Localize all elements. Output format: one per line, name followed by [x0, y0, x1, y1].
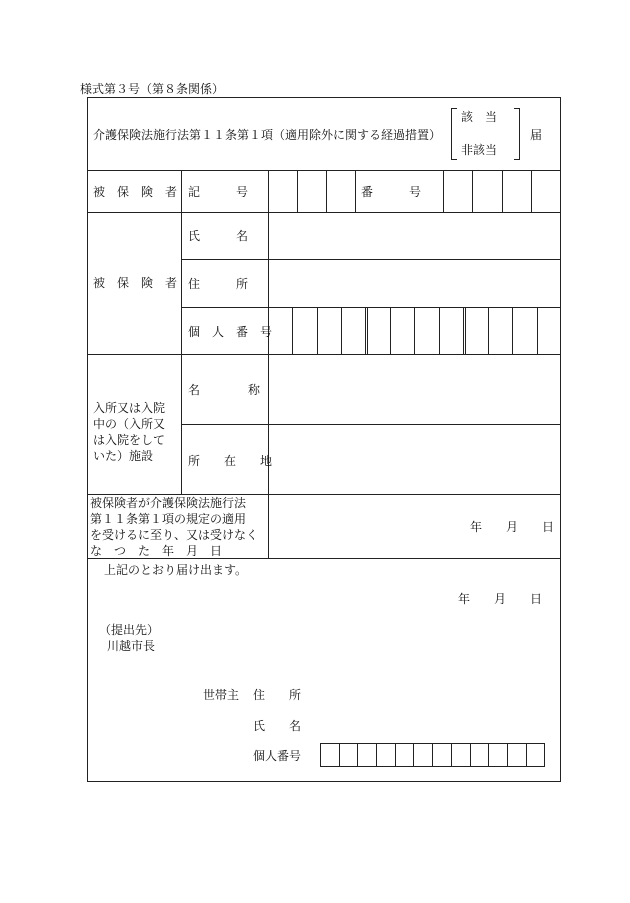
insured-details-label: 被 保 険 者: [93, 276, 178, 290]
name-input[interactable]: [269, 213, 560, 259]
divider: [488, 743, 489, 767]
option-applicable: 該 当: [461, 110, 498, 124]
name-label: 氏 名: [188, 229, 249, 243]
personal-number-label: 個 人 番 号: [188, 325, 273, 339]
application-date-placeholder[interactable]: 年 月 日: [470, 520, 555, 534]
divider: [355, 170, 356, 212]
divider: [376, 743, 377, 767]
form-title: 介護保険法施行法第１１条第１項（適用除外に関する経過措置）: [93, 128, 442, 142]
number-label: 番 号: [361, 185, 422, 199]
divider: [470, 743, 471, 767]
submission-date[interactable]: 年 月 日: [458, 592, 543, 606]
recipient: 川越市長: [107, 639, 156, 653]
divider: [432, 743, 433, 767]
recipient-label: （提出先）: [99, 623, 160, 637]
householder-address-label: 住 所: [253, 688, 302, 702]
divider: [507, 743, 508, 767]
householder-name-label: 氏 名: [253, 719, 302, 733]
number-input[interactable]: [444, 171, 560, 212]
bracket-right: [514, 108, 520, 160]
facility-location-label: 所 在 地: [188, 454, 273, 468]
facility-name-label: 名 称: [188, 383, 261, 397]
divider: [395, 743, 396, 767]
personal-number-input[interactable]: [269, 308, 560, 354]
householder-personal-number-label: 個人番号: [253, 749, 302, 763]
divider: [413, 743, 414, 767]
householder-label: 世帯主: [203, 688, 240, 702]
form-title-suffix: 届: [530, 128, 543, 142]
address-input[interactable]: [269, 260, 560, 307]
divider: [181, 170, 182, 494]
option-not-applicable: 非該当: [461, 143, 498, 157]
bracket-left: [451, 108, 457, 160]
symbol-label: 記 号: [188, 185, 249, 199]
insured-section-label: 被 保 険 者: [93, 185, 178, 199]
application-date-label: 被保険者が介護保険法施行法 第１１条第１項の規定の適用 を受けるに至り、又は受けなく な つ た 年 月 日: [90, 496, 259, 558]
symbol-input[interactable]: [269, 171, 355, 212]
facility-name-input[interactable]: [269, 355, 560, 424]
divider: [451, 743, 452, 767]
facility-location-input[interactable]: [269, 425, 560, 494]
divider: [526, 743, 527, 767]
submission-statement: 上記のとおり届け出ます。: [104, 563, 248, 577]
form-number: 様式第３号（第８条関係）: [80, 82, 225, 96]
divider: [339, 743, 340, 767]
address-label: 住 所: [188, 277, 249, 291]
divider: [357, 743, 358, 767]
facility-section-label: 入所又は入院 中の（入所又 は入院をして いた）施設: [93, 401, 166, 463]
